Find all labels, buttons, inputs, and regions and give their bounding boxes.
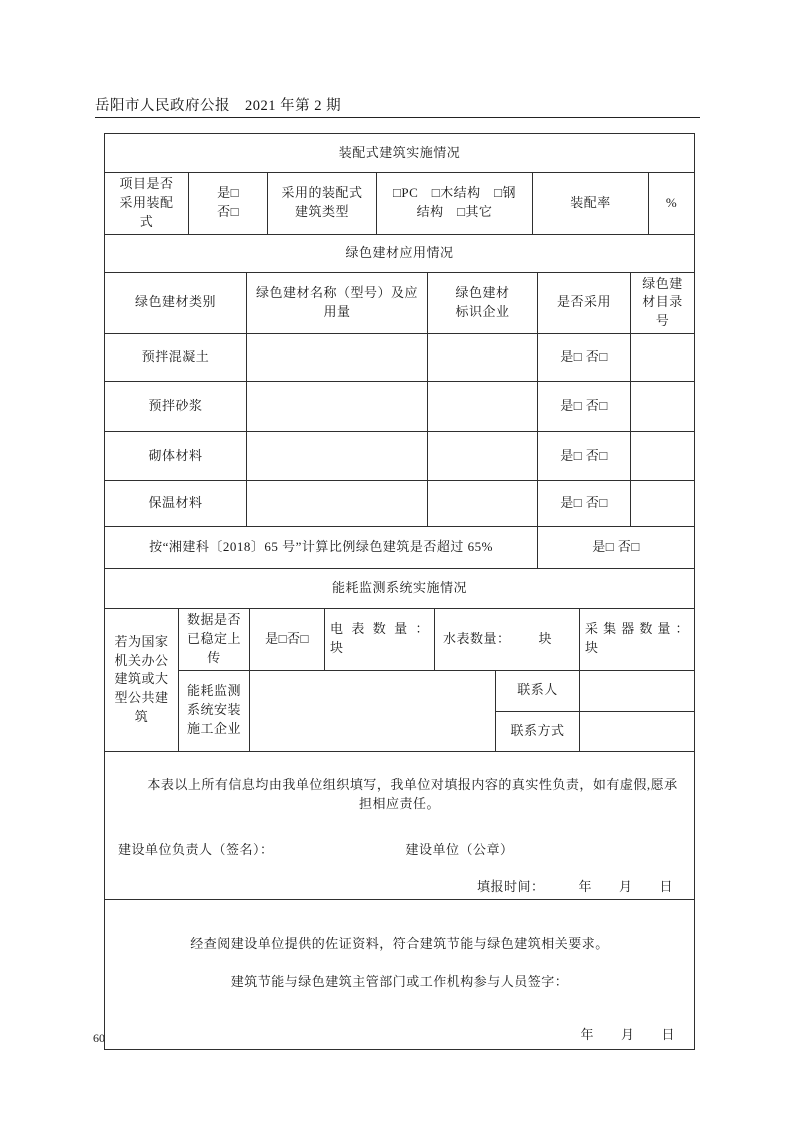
upload-label: 数据是否已稳定上传 <box>186 612 241 665</box>
energy-section-title: 能耗监测系统实施情况 <box>105 569 695 609</box>
material-adopted-checkboxes: 是□ 否□ <box>538 382 631 432</box>
contact-method-input-cell <box>580 711 695 751</box>
prefab-no-checkbox: 否□ <box>217 204 239 220</box>
material-name-input-cell <box>247 481 428 527</box>
energy-building-label: 若为国家机关办公建筑或大型公共建筑 <box>114 633 169 725</box>
material-catalog-input-cell <box>631 334 695 382</box>
declaration-cell <box>105 751 695 900</box>
collector-cell <box>580 609 695 671</box>
material-name-input-cell <box>247 432 428 481</box>
installer-label-cell <box>179 670 250 751</box>
material-catalog-input-cell <box>631 382 695 432</box>
energy-section <box>104 568 695 752</box>
table-row <box>105 334 695 382</box>
green-materials-section <box>104 234 695 570</box>
assembly-section <box>104 133 695 235</box>
col-header-enterprise: 绿色建材标识企业 <box>428 272 538 334</box>
assembly-rate-label: 装配率 <box>533 173 649 235</box>
masthead-rule <box>95 117 700 118</box>
electric-meter-unit: 块 <box>330 640 344 656</box>
signature-section <box>104 751 695 1051</box>
material-category: 预拌砂浆 <box>105 382 247 432</box>
material-catalog-input-cell <box>631 432 695 481</box>
water-meter-cell <box>435 609 580 671</box>
material-category: 砌体材料 <box>105 432 247 481</box>
material-adopted-checkboxes: 是□ 否□ <box>538 481 631 527</box>
material-enterprise-input-cell <box>428 481 538 527</box>
material-name-input-cell <box>247 334 428 382</box>
table-row <box>105 432 695 481</box>
upload-checkboxes: 是□否□ <box>250 609 325 671</box>
electric-meter-cell <box>325 609 435 671</box>
material-category: 保温材料 <box>105 481 247 527</box>
prefab-yes-checkbox: 是□ <box>217 185 239 201</box>
review-sign-label: 建筑节能与绿色建筑主管部门或工作机构参与人员签字： <box>230 974 569 990</box>
page-number: 60 <box>93 1031 105 1045</box>
material-catalog-input-cell <box>631 481 695 527</box>
col-header-catalog: 绿色建材目录号 <box>631 272 695 334</box>
prefab-type-label-cell <box>268 173 377 235</box>
project-prefab-answer-cell <box>189 173 268 235</box>
material-adopted-checkboxes: 是□ 否□ <box>538 334 631 382</box>
material-adopted-checkboxes: 是□ 否□ <box>538 432 631 481</box>
installer-input-cell <box>250 670 496 751</box>
water-meter-unit: 块 <box>538 630 552 646</box>
assembly-rate-unit: % <box>649 173 695 235</box>
material-enterprise-input-cell <box>428 334 538 382</box>
col-header-category: 绿色建材类别 <box>105 272 247 334</box>
prefab-type-options-cell <box>377 173 533 235</box>
project-prefab-label: 项目是否采用装配式 <box>119 176 174 229</box>
upload-label-cell <box>179 609 250 671</box>
project-prefab-label-cell <box>105 173 189 235</box>
installer-label: 能耗监测系统安装施工企业 <box>186 683 241 737</box>
col-header-name: 绿色建材名称（型号）及应用量 <box>247 272 428 334</box>
review-statement: 经查阅建设单位提供的佐证资料，符合建筑节能与绿色建筑相关要求。 <box>190 935 609 951</box>
green-section-title: 绿色建材应用情况 <box>105 234 695 272</box>
contact-method-label: 联系方式 <box>496 711 580 751</box>
contact-person-input-cell <box>580 670 695 711</box>
material-enterprise-input-cell <box>428 432 538 481</box>
review-date-line: 年 月 日 <box>580 1027 675 1043</box>
gazette-masthead: 岳阳市人民政府公报 2021 年第 2 期 <box>95 98 342 114</box>
material-name-input-cell <box>247 382 428 432</box>
material-enterprise-input-cell <box>428 382 538 432</box>
table-row <box>105 382 695 432</box>
collector-label: 采集器数量： <box>585 621 690 637</box>
collector-unit: 块 <box>585 640 599 656</box>
contact-person-label: 联系人 <box>496 670 580 711</box>
declaration-statement: 本表以上所有信息均由我单位组织填写，我单位对填报内容的真实性负责，如有虚假,愿承担相应责任。 <box>147 776 678 812</box>
water-meter-label: 水表数量： <box>443 630 511 646</box>
prefab-type-options-line1: □PC □木结构 □钢 <box>393 185 516 201</box>
electric-meter-label: 电表数量： <box>330 621 429 637</box>
green-ratio-checkboxes: 是□ 否□ <box>538 527 695 569</box>
builder-seal-label: 建设单位（公章） <box>405 841 514 857</box>
green-ratio-question: 按“湘建科〔2018〕65 号”计算比例绿色建筑是否超过 65% <box>105 527 538 569</box>
assembly-section-title: 装配式建筑实施情况 <box>105 134 695 173</box>
material-category: 预拌混凝土 <box>105 334 247 382</box>
form-table <box>104 133 694 1050</box>
fill-date-line: 填报时间： 年 月 日 <box>476 879 673 895</box>
energy-building-label-cell <box>105 609 179 752</box>
prefab-type-options-line2: 结构 □其它 <box>416 204 493 220</box>
col-header-adopted: 是否采用 <box>538 272 631 334</box>
table-row <box>105 481 695 527</box>
prefab-type-label: 采用的装配式建筑类型 <box>281 185 363 220</box>
review-cell <box>105 900 695 1050</box>
builder-signer-label: 建设单位负责人（签名）： <box>118 841 274 857</box>
